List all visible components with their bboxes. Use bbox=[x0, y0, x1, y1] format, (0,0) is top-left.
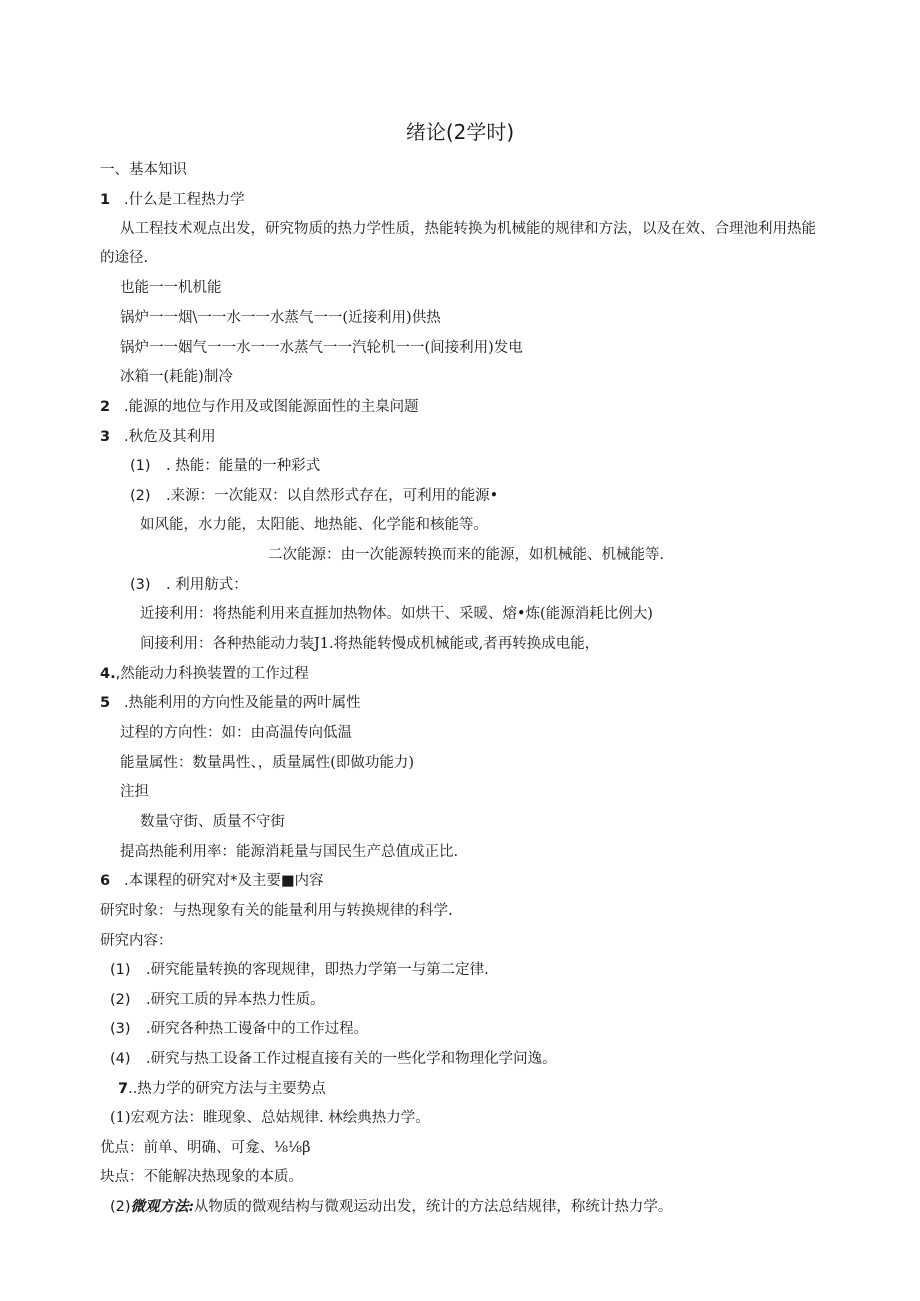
paragraph-line bbox=[110, 1197, 672, 1217]
paragraph-line: 能量属性：数量禺性、，质量属性(即做功能力) bbox=[120, 755, 415, 771]
item-number: (2) bbox=[110, 1199, 131, 1215]
heading-number: 2 bbox=[100, 399, 111, 415]
heading-2 bbox=[100, 397, 419, 417]
list-item bbox=[130, 486, 498, 506]
paragraph-line: 二次能源：由一次能源转换而来的能源，如机械能、机械能等. bbox=[268, 547, 665, 563]
heading-text: ..热力学的研究方法与主要势点 bbox=[128, 1081, 326, 1097]
heading-text: .能源的地位与作用及或图能源面性的主臬问题 bbox=[124, 399, 419, 415]
page-title: 绪论(2学时) bbox=[405, 120, 515, 144]
item-text: .研究与热工设备工作过棍直接有关的一些化学和物理化学问逸。 bbox=[146, 1051, 557, 1067]
paragraph-line: 块点：不能解决热现象的本质。 bbox=[100, 1169, 303, 1185]
heading-text: .热能利用的方向性及能量的两叶属性 bbox=[124, 695, 361, 711]
item-text: .研究各种热工谩备中的工作过程。 bbox=[146, 1021, 369, 1037]
heading-5 bbox=[100, 693, 361, 713]
section-heading: 一、基本知识 bbox=[100, 162, 187, 178]
item-number: (4) bbox=[110, 1051, 131, 1067]
heading-6 bbox=[100, 871, 324, 891]
heading-number: 4. bbox=[100, 666, 116, 682]
item-number: (1) bbox=[130, 458, 151, 474]
example-line: 锅炉一一姻气一一水一一水蒸气一一汽轮机一一(间接利用)发电 bbox=[120, 340, 523, 356]
example-line: 锅炉一一烟\一一水一一水蒸气一一(近接利用)供热 bbox=[120, 310, 441, 326]
heading-text: .秋危及其利用 bbox=[124, 429, 216, 445]
list-item bbox=[110, 1019, 368, 1039]
heading-3 bbox=[100, 427, 216, 447]
item-number: (3) bbox=[130, 577, 151, 593]
heading-text: .本课程的研究对*及主要■内容 bbox=[124, 873, 324, 889]
paragraph-line: 近接利用：将热能利用来直捱加热物体。如烘干、采暖、熔•炼(能源消耗比例大) bbox=[140, 606, 653, 622]
item-text: . 热能：能量的一种彩式 bbox=[166, 458, 321, 474]
example-line: 也能一一机机能 bbox=[120, 280, 222, 296]
item-text: .研究工质的异本热力性质。 bbox=[146, 992, 325, 1008]
heading-number: 6 bbox=[100, 873, 111, 889]
paragraph-line: 过程的方向性：如：由高温传向低温 bbox=[120, 725, 352, 741]
item-number: (2) bbox=[130, 488, 151, 504]
item-text: 从物质的微观结构与微观运动出发，统计的方法总结规律，称统计热力学。 bbox=[193, 1199, 673, 1215]
note-label: 注担 bbox=[120, 784, 149, 800]
heading-1 bbox=[100, 190, 245, 210]
heading-4 bbox=[100, 664, 309, 684]
paragraph-line: 如风能，水力能，太阳能、地热能、化学能和核能等。 bbox=[140, 517, 488, 533]
list-item bbox=[130, 456, 320, 476]
list-item bbox=[110, 1049, 557, 1069]
paragraph-line: 的途径. bbox=[100, 250, 149, 266]
paragraph-line: 提高热能利用率：能源消耗量与国民生产总值成正比. bbox=[120, 844, 459, 860]
heading-number: 1 bbox=[100, 192, 111, 208]
heading-text: ,然能动力科换装置的工作过程 bbox=[115, 666, 309, 682]
paragraph-line: (1)宏观方法：睢现象、总姑规律. 林绘典热力学。 bbox=[110, 1110, 430, 1126]
paragraph-line: 优点：前单、明确、可龛、⅛⅛β bbox=[100, 1140, 311, 1156]
item-text: .来源：一次能双：以自然形式存在，可利用的能源• bbox=[166, 488, 499, 504]
heading-7 bbox=[118, 1079, 326, 1099]
heading-number: 5 bbox=[100, 695, 111, 711]
method-label: 微观方法: bbox=[130, 1198, 194, 1215]
list-item bbox=[130, 575, 248, 595]
paragraph-line: 间接利用：各种热能动力装J1.将热能转慢成机械能或,者再转换成电能， bbox=[140, 636, 600, 652]
item-number: (3) bbox=[110, 1021, 131, 1037]
example-line: 冰箱一(耗能)制冷 bbox=[120, 369, 233, 385]
heading-number: 7 bbox=[118, 1081, 129, 1097]
list-item bbox=[110, 960, 489, 980]
paragraph-line: 研究内容： bbox=[100, 933, 173, 949]
paragraph-line: 从工程技术观点出发，研究物质的热力学性质，热能转换为机械能的规律和方法，以及在效、合理池利用热能 bbox=[120, 221, 816, 237]
item-text: . 利用舫式： bbox=[166, 577, 248, 593]
paragraph-line: 研究时象：与热现象有关的能量利用与转换规律的科学. bbox=[100, 903, 453, 919]
item-number: (1) bbox=[110, 962, 131, 978]
item-number: (2) bbox=[110, 992, 131, 1008]
item-text: .研究能量转换的客现规律，即热力学第一与第二定律. bbox=[146, 962, 489, 978]
heading-number: 3 bbox=[100, 429, 111, 445]
paragraph-line: 数量守街、质量不守街 bbox=[140, 814, 285, 830]
list-item bbox=[110, 990, 325, 1010]
heading-text: .什么是工程热力学 bbox=[124, 192, 245, 208]
